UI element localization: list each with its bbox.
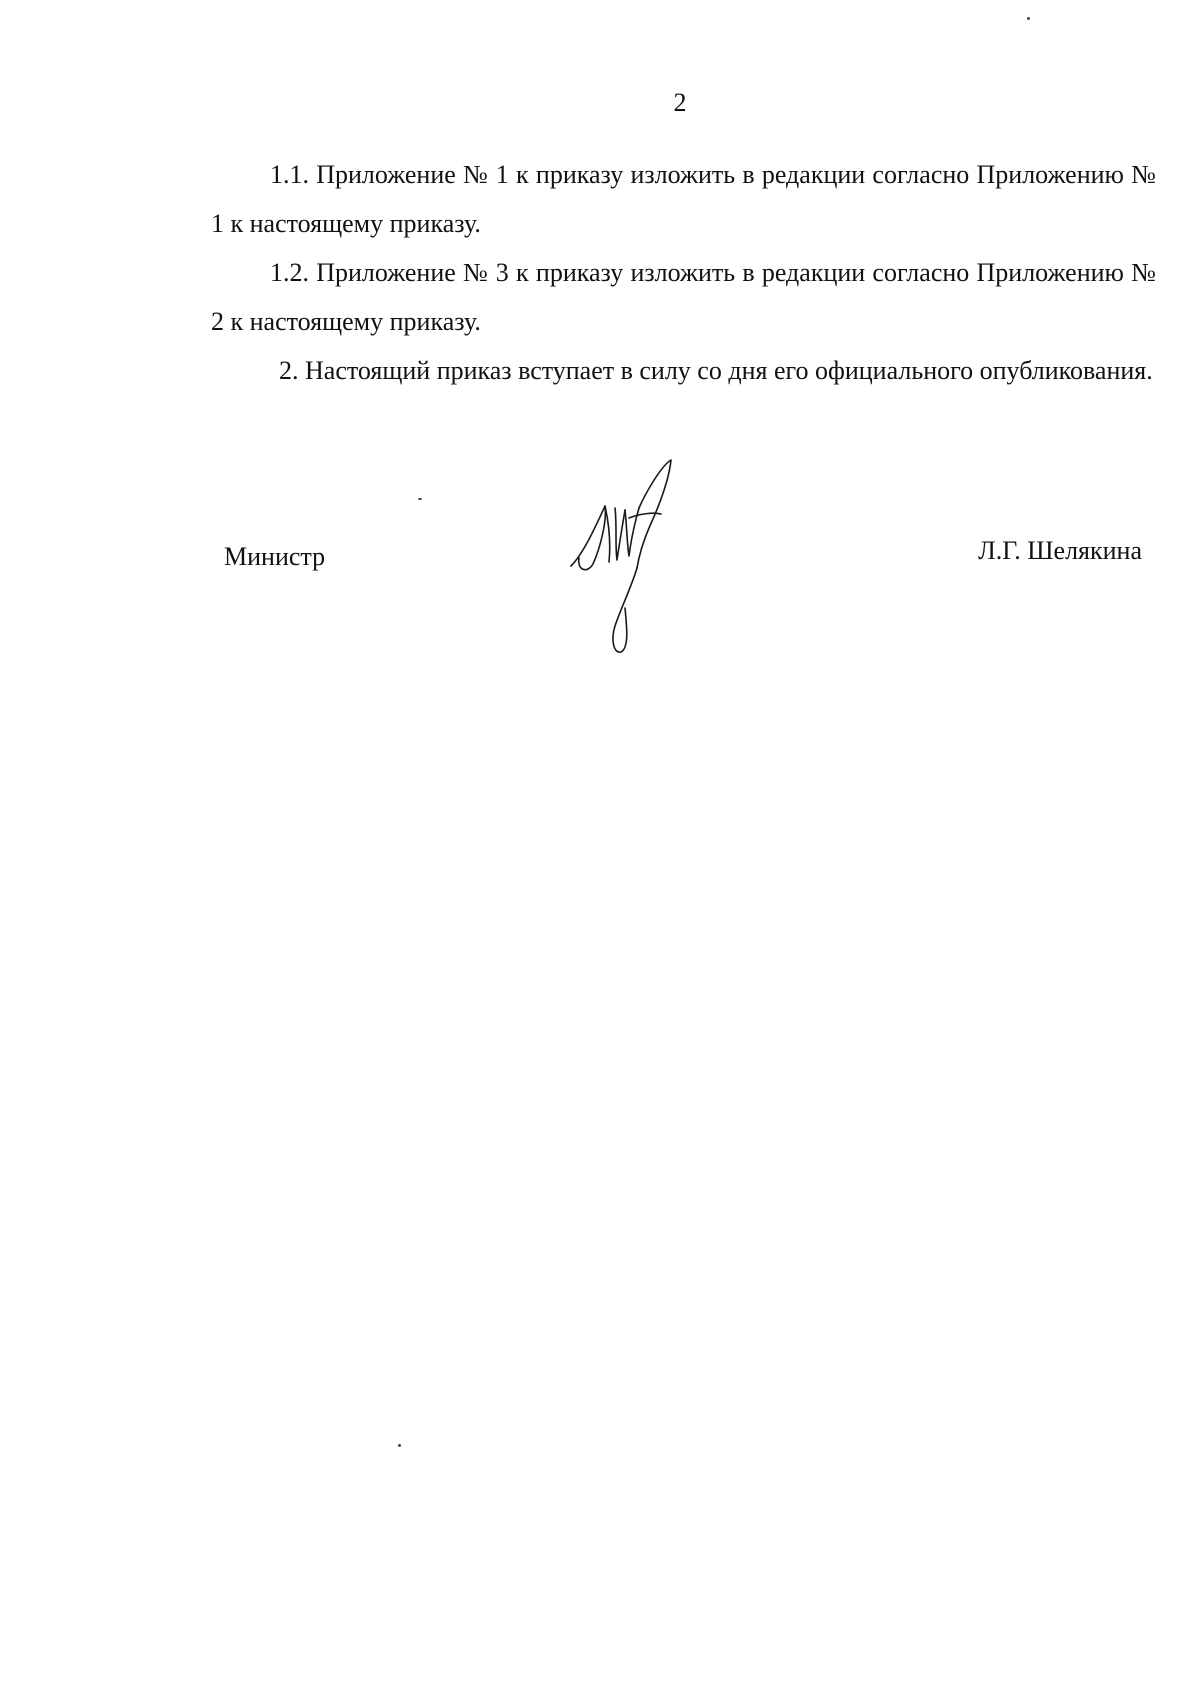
document-body (211, 150, 1156, 395)
signer-position: Министр (224, 542, 326, 571)
scan-speck (398, 1444, 401, 1447)
page-number: 2 (673, 88, 687, 117)
scan-speck (418, 498, 422, 500)
paragraph-1-2: 1.2. Приложение № 3 к приказу изложить в редакции согласно Приложению № 2 к настоящему приказу. (211, 258, 1156, 336)
scan-speck (1027, 17, 1030, 20)
paragraph-1-1: 1.1. Приложение № 1 к приказу изложить в редакции согласно Приложению № 1 к настоящему приказу. (211, 160, 1156, 238)
signer-name: Л.Г. Шелякина (978, 536, 1142, 565)
handwritten-signature (565, 458, 685, 658)
paragraph-2: 2. Настоящий приказ вступает в силу со дня его официального опубликования. (279, 356, 1153, 385)
